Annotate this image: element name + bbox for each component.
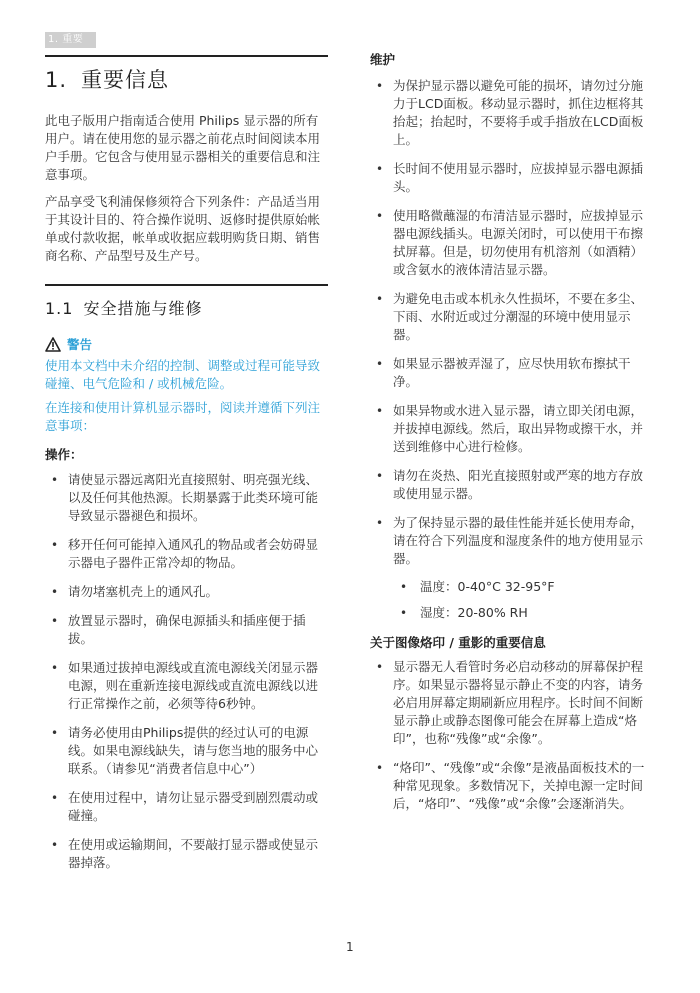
list-item: • 长时间不使用显示器时，应拔掉显示器电源插头。 — [376, 161, 644, 194]
maintenance-list — [370, 77, 655, 622]
list-item: • 移开任何可能掉入通风孔的物品或者会妨碍显示器电子器件正常冷却的物品。 — [51, 537, 319, 570]
list-item: • 为保护显示器以避免可能的损坏，请勿过分施力于LCD面板。移动显示器时，抓住边框将其抬起；抬起时，不要将手或手指放在LCD面板上。 — [376, 78, 644, 147]
list-item: • 为了保持显示器的最佳性能并延长使用寿命，请在符合下列温度和湿度条件的地方使用显示器。 • 温度：0-40°C 32-95°F • 湿度：20-80% RH — [370, 514, 655, 622]
section-text: 安全措施与维修 — [83, 299, 203, 318]
list-item: • 为避免电击或本机永久性损坏，不要在多尘、下雨、水附近或过分潮湿的环境中使用显示器。 — [376, 291, 644, 342]
warning-heading — [45, 335, 328, 353]
burnin-heading: 关于图像烙印 / 重影的重要信息 — [370, 635, 546, 650]
list-item: • 请务必使用由Philips提供的经过认可的电源线。如果电源线缺失，请与您当地的服务中心联系。（请参见“消费者信息中心”） — [51, 725, 319, 776]
list-item: • 在使用过程中，请勿让显示器受到剧烈震动或碰撞。 — [51, 790, 319, 823]
right-column — [370, 50, 655, 824]
conditions-list — [393, 578, 655, 622]
list-item: • 显示器无人看管时务必启动移动的屏幕保护程序。如果显示器将显示静止不变的内容，请务必启用屏幕定期刷新应用程序。长时间不间断显示静止或静态图像可能会在屏幕上造成“烙印”，也称“残像”或“余像”。 — [376, 659, 644, 746]
top-rule — [45, 55, 328, 57]
list-item: • 如果显示器被弄湿了，应尽快用软布擦拭干净。 — [376, 356, 631, 389]
list-item: • 如果异物或水进入显示器，请立即关闭电源，并拔掉电源线。然后，取出异物或擦干水，并送到维修中心进行检修。 — [376, 403, 644, 454]
section-rule — [45, 284, 328, 286]
intro-paragraph-1: 此电子版用户指南适合使用 Philips 显示器的所有用户。请在使用您的显示器之前花点时间阅读本用户手册。它包含与使用显示器相关的重要信息和注意事项。 — [45, 113, 321, 182]
operation-heading: 操作： — [45, 447, 83, 462]
warning-text-1: 使用本文档中未介绍的控制、调整或过程可能导致碰撞、电气危险和 / 或机械危险。 — [45, 358, 321, 391]
list-item: • 请勿在炎热、阳光直接照射或严寒的地方存放或使用显示器。 — [376, 468, 644, 501]
list-item: • 在使用或运输期间，不要敲打显示器或使显示器掉落。 — [51, 837, 319, 870]
warning-text-2: 在连接和使用计算机显示器时，阅读并遵循下列注意事项： — [45, 400, 321, 433]
warning-triangle-icon — [45, 337, 61, 352]
title-text: 重要信息 — [81, 68, 170, 92]
list-item: • “烙印”、“残像”或“余像”是液晶面板技术的一种常见现象。多数情况下，关掉电源一定时间后，“烙印”、“残像”或“余像”会逐渐消失。 — [376, 760, 645, 811]
list-item: • 请使显示器远离阳光直接照射、明亮强光线、以及任何其他热源。长期暴露于此类环境可能导致显示器褪色和损坏。 — [51, 472, 319, 523]
page-number: 1 — [346, 940, 354, 954]
temperature-condition: • 温度：0-40°C 32-95°F — [400, 579, 555, 594]
list-item: • 使用略微蘸湿的布清洁显示器时，应拔掉显示器电源线插头。电源关闭时，可以使用干布擦拭屏幕。但是，切勿使用有机溶剂（如酒精）或含氨水的液体清洁显示器。 — [376, 208, 644, 277]
list-item: • 放置显示器时，确保电源插头和插座便于插拔。 — [51, 613, 306, 646]
operation-list — [45, 471, 328, 872]
maintenance-heading: 维护 — [370, 52, 396, 67]
section-number: 1.1 — [45, 299, 74, 318]
section-title — [45, 296, 328, 319]
list-item: • 如果通过拔掉电源线或直流电源线关闭显示器电源，则在重新连接电源线或直流电源线以进行正常操作之前，必须等待6秒钟。 — [51, 660, 319, 711]
burnin-list — [370, 658, 655, 813]
title-number: 1. — [45, 68, 68, 92]
intro-paragraph-2: 产品享受飞利浦保修须符合下列条件：产品适当用于其设计目的、符合操作说明、返修时提供原始帐单或付款收据，帐单或收据应载明购货日期、销售商名称、产品型号及生产号。 — [45, 194, 321, 263]
warning-label: 警告 — [67, 337, 93, 352]
section-tag: 1. 重要 — [45, 32, 96, 48]
humidity-condition: • 湿度：20-80% RH — [400, 605, 528, 620]
left-column — [45, 58, 328, 883]
list-item: • 请勿堵塞机壳上的通风孔。 — [51, 584, 219, 599]
page-title — [45, 64, 328, 94]
